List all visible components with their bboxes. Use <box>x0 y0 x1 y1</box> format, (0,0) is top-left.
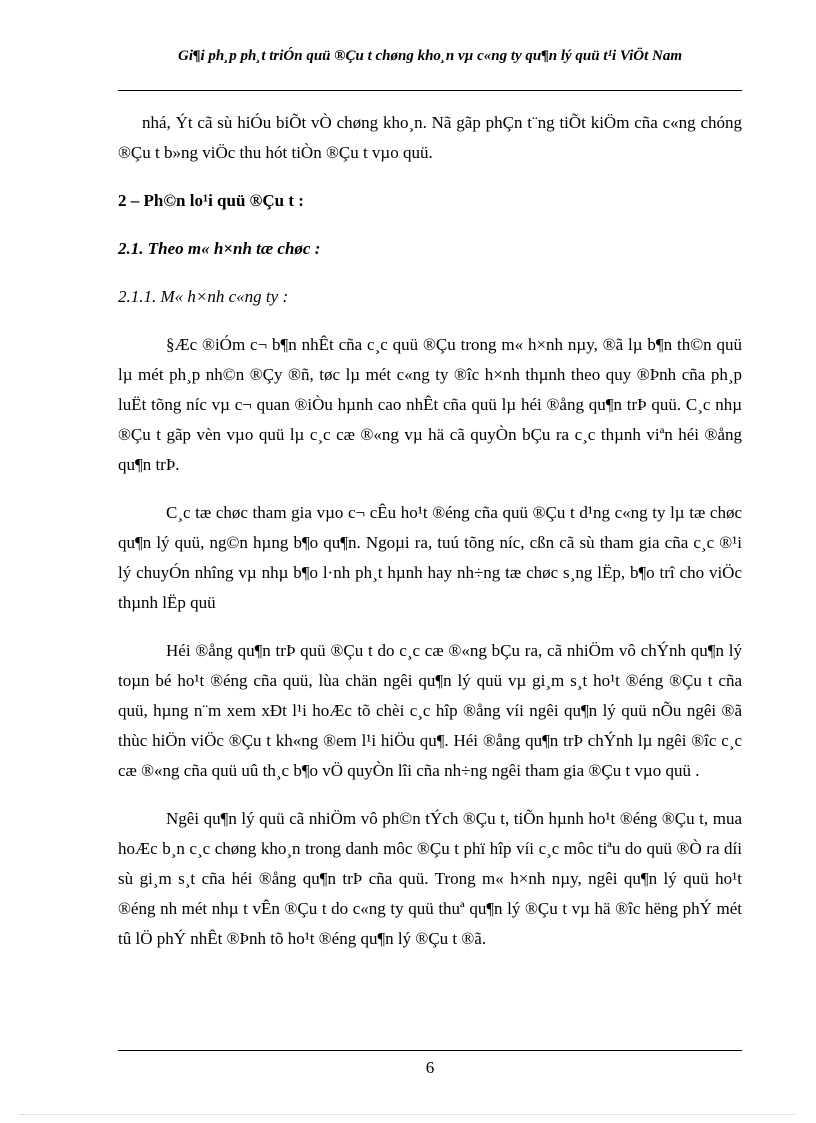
page-content <box>118 108 742 972</box>
paragraph: Héi ®ång qu¶n trÞ quü ®Çu t do c¸c cæ ®«ng bÇu ra, cã nhiÖm vô chÝnh qu¶n lý toµn bé ho¹t ®éng cña quü, lùa chän ngêi qu¶n lý quü vµ gi¸m s¸t ho¹t ®éng ®Çu t cña quü, hµng n¨m xem xÐt l¹i hoÆc tõ chèi c¸c hîp ®ång víi ngêi qu¶n lý quü nÕu ngêi ®ã thùc hiÖn viÖc ®Çu t kh«ng ®em l¹i hiÖu qu¶. Héi ®ång qu¶n trÞ chÝnh lµ ngêi ®îc c¸c cæ ®«ng cña quü uû th¸c b¶o vÖ quyÒn lîi cña nh÷ng ngêi tham gia ®Çu t vµo quü . <box>118 641 742 780</box>
page-number: 6 <box>425 1058 435 1077</box>
paragraph: §Æc ®iÓm c¬ b¶n nhÊt cña c¸c quü ®Çu trong m« h×nh nµy, ®ã lµ b¶n th©n quü lµ mét ph¸p nh©n ®Çy ®ñ, tøc lµ mét c«ng ty ®îc h×nh thµnh theo quy ®Þnh cña ph¸p luËt tõng níc vµ c¬ quan ®iÒu hµnh cao nhÊt cña quü lµ héi ®ång qu¶n trÞ quü. C¸c nhµ ®Çu t gãp vèn vµo quü lµ c¸c cæ ®«ng vµ hä cã quyÒn bÇu ra c¸c thµnh viªn héi ®ång qu¶n trÞ. <box>118 335 742 474</box>
paragraph: C¸c tæ chøc tham gia vµo c¬ cÊu ho¹t ®éng cña quü ®Çu t d¹ng c«ng ty lµ tæ chøc qu¶n lý quü, ng©n hµng b¶o qu¶n. Ngoµi ra, tuú tõng níc, cßn cã sù tham gia cña c¸c ®¹i lý chuyÓn nhîng vµ nhµ b¶o l·nh ph¸t hµnh hay nh÷ng tæ chøc s¸ng lËp, b¶o trî cho viÖc thµnh lËp quü <box>118 503 742 612</box>
continued-paragraph: nhá, Ýt cã sù hiÓu biÕt vÒ chøng kho¸n. Nã gãp phÇn t¨ng tiÕt kiÖm cña c«ng chóng ®Çu t b»ng viÖc thu hót tiÒn ®Çu t vµo quü. <box>118 113 742 162</box>
running-header: Gi¶i ph¸p ph¸t triÓn quü ®Çu t chøng kho¸n vµ c«ng ty qu¶n lý quü t¹i ViÖt Nam <box>177 48 683 64</box>
subsection-heading: 2.1. Theo m« h×nh tæ chøc : <box>118 239 321 258</box>
header-rule <box>118 90 742 91</box>
paragraph: Ngêi qu¶n lý quü cã nhiÖm vô ph©n tÝch ®Çu t, tiÕn hµnh ho¹t ®éng ®Çu t, mua hoÆc b¸n c¸c chøng kho¸n trong danh môc ®Çu t phï hîp víi c¸c môc tiªu do quü ®Ò ra díi sù gi¸m s¸t cña héi ®ång qu¶n trÞ cña quü. Trong m« h×nh nµy, ngêi qu¶n lý quü ho¹t ®éng nh mét nhµ t vÊn ®Çu t do c«ng ty quü thuª qu¶n lý ®Çu t vµ hä ®îc hëng phÝ mét tû lÖ phÝ nhÊt ®Þnh tõ ho¹t ®éng qu¶n lý ®Çu t ®ã. <box>118 809 742 948</box>
section-heading: 2 – Ph©n lo¹i quü ®Çu t : <box>118 191 304 210</box>
subsubsection-heading: 2.1.1. M« h×nh c«ng ty : <box>118 287 289 306</box>
footer-rule <box>118 1050 742 1051</box>
page-edge-divider <box>20 1114 796 1115</box>
